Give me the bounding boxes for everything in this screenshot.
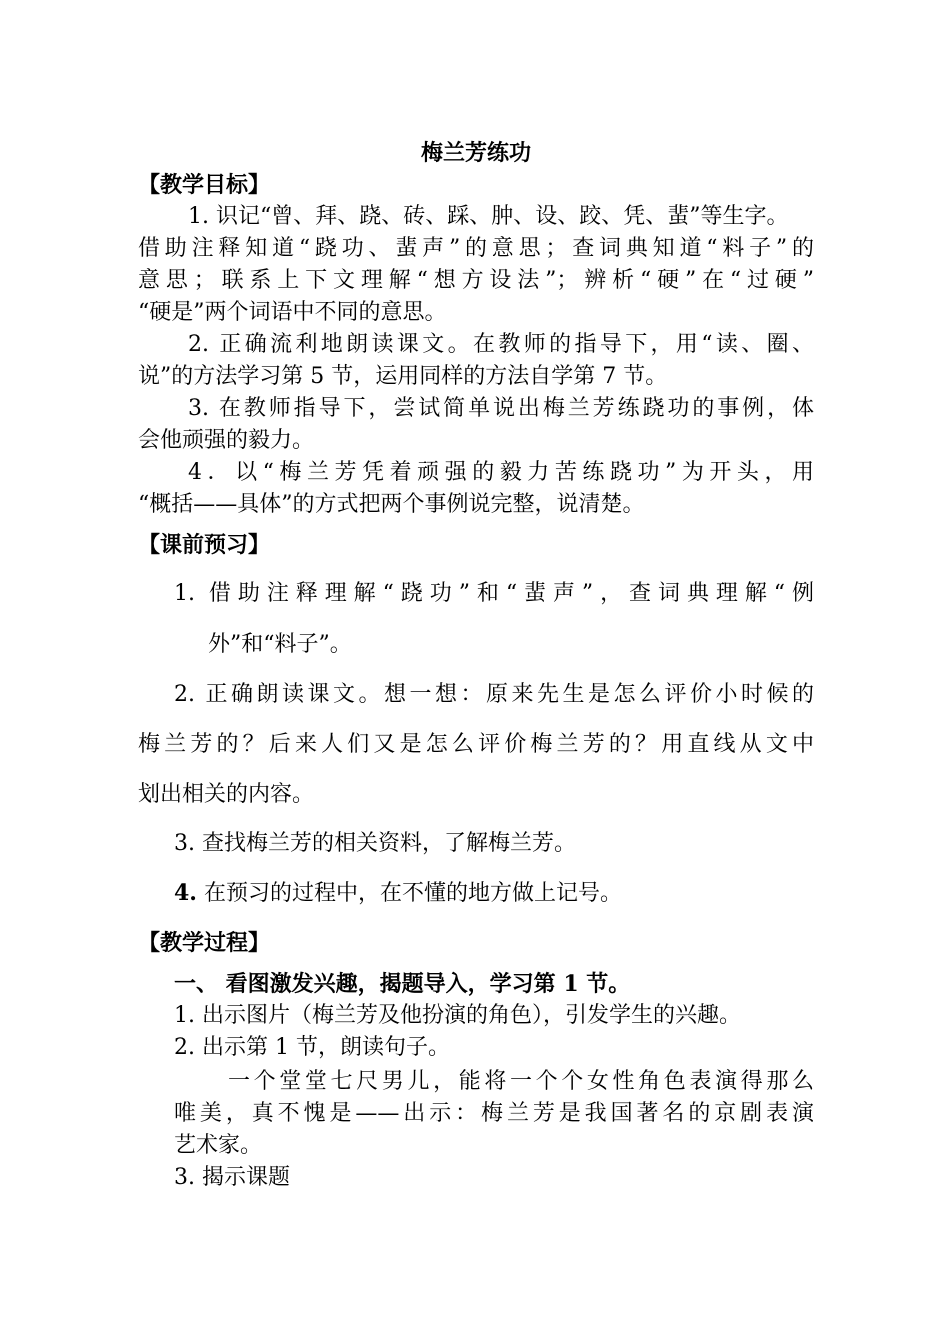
section-heading-preview: 【课前预习】 [138, 532, 271, 558]
objectives-line: 2. 正确流利地朗读课文。在教师的指导下，用“读、圈、 [188, 332, 814, 357]
preview-line-4 [174, 877, 814, 910]
process-line: 一个堂堂七尺男儿，能将一个个女性角色表演得那么 [228, 1069, 814, 1094]
objectives-line: 意思；联系上下文理解“想方设法”；辨析“硬”在“过硬” [138, 268, 814, 293]
preview-line: 梅兰芳的？后来人们又是怎么评价梅兰芳的？用直线从文中 [138, 732, 814, 757]
section-heading-process: 【教学过程】 [138, 930, 271, 956]
objectives-line: 1. 识记“曾、拜、跷、砖、踩、肿、设、跤、凭、蜚”等生字。 [188, 204, 789, 229]
document-title: 梅兰芳练功 [420, 140, 531, 166]
preview-line: 划出相关的内容。 [138, 782, 315, 807]
preview-line: 外”和“料子”。 [208, 632, 352, 657]
preview-item-text: 在预习的过程中，在不懂的地方做上记号。 [203, 881, 622, 906]
preview-item-number: 4. [174, 880, 197, 906]
objectives-line: 说”的方法学习第 5 节，运用同样的方法自学第 7 节。 [138, 364, 668, 389]
process-line: 2. 出示第 1 节，朗读句子。 [174, 1035, 450, 1060]
objectives-line: “概括——具体”的方式把两个事例说完整，说清楚。 [138, 492, 645, 517]
process-step-heading: 一、 看图激发兴趣，揭题导入，学习第 1 节。 [174, 971, 631, 997]
process-line: 1. 出示图片（梅兰芳及他扮演的角色），引发学生的兴趣。 [174, 1003, 741, 1028]
objectives-line: 4．以“梅兰芳凭着顽强的毅力苦练跷功”为开头，用 [188, 460, 814, 485]
objectives-line: 3. 在教师指导下，尝试简单说出梅兰芳练跷功的事例，体 [188, 396, 814, 421]
process-line: 3. 揭示课题 [174, 1165, 290, 1190]
preview-line: 2. 正确朗读课文。想一想：原来先生是怎么评价小时候的 [174, 682, 814, 707]
objectives-line: 借助注释知道“跷功、蜚声”的意思；查词典知道“料子”的 [138, 236, 814, 261]
objectives-line: 会他顽强的毅力。 [138, 428, 315, 453]
section-heading-objectives: 【教学目标】 [138, 172, 271, 198]
process-line: 唯美，真不愧是——出示：梅兰芳是我国著名的京剧表演 [174, 1101, 814, 1126]
preview-line: 3. 查找梅兰芳的相关资料，了解梅兰芳。 [174, 831, 576, 856]
process-line: 艺术家。 [174, 1133, 263, 1158]
objectives-line: “硬是”两个词语中不同的意思。 [138, 300, 447, 325]
preview-line: 1. 借助注释理解“跷功”和“蜚声”，查词典理解“例 [174, 581, 814, 606]
